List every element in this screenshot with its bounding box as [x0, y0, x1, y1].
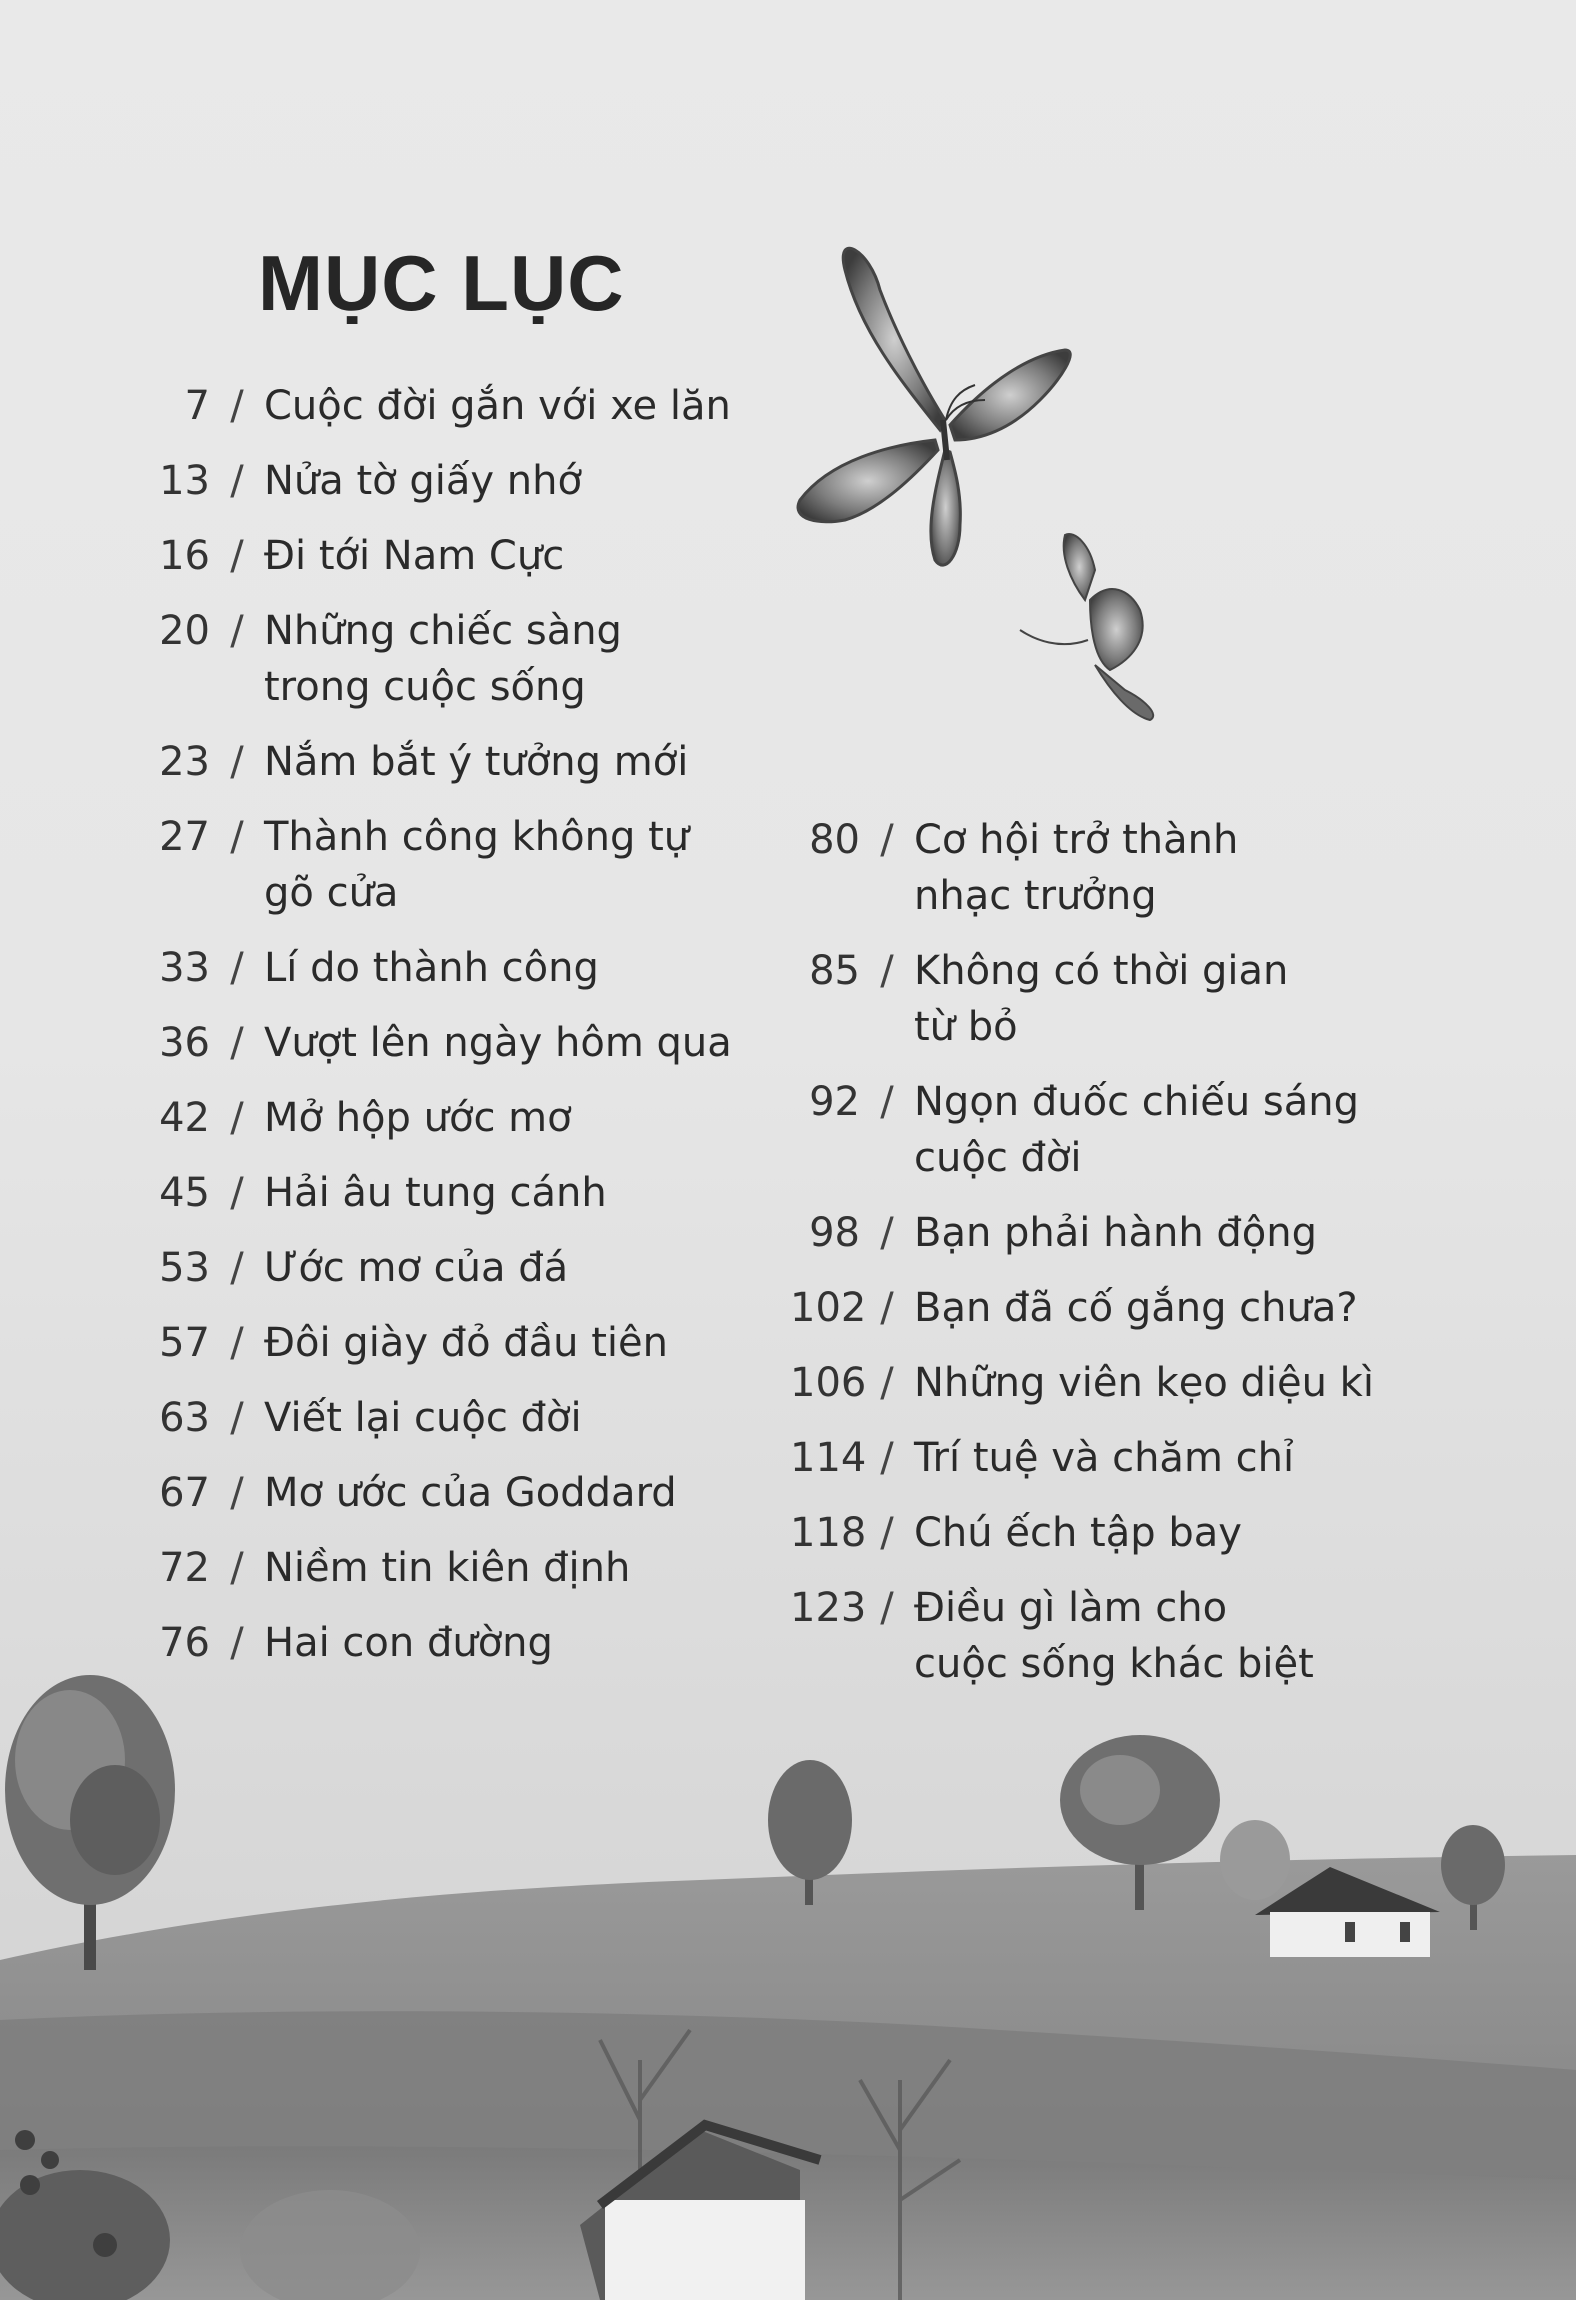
toc-separator: / [230, 1020, 244, 1066]
tree-icon [1220, 1820, 1290, 1900]
toc-separator: / [880, 1435, 894, 1481]
toc-entry [140, 603, 780, 734]
toc-separator: / [880, 1210, 894, 1256]
toc-page-number: 7 [184, 383, 210, 429]
toc-page-number: 92 [809, 1079, 860, 1125]
toc-entry [140, 1090, 780, 1165]
toc-entry-title: Viết lại cuộc đời [264, 1395, 582, 1441]
toc-entry [140, 1615, 780, 1690]
butterfly-small-icon [1020, 534, 1153, 720]
toc-entry [140, 453, 780, 528]
toc-separator: / [230, 1545, 244, 1591]
toc-entry-title: Niềm tin kiên định [264, 1545, 631, 1591]
toc-page-number: 76 [159, 1620, 210, 1666]
toc-entry-title: Hai con đường [264, 1620, 553, 1666]
toc-entry-title: Thành công không tự gõ cửa [264, 814, 690, 916]
toc-entry [140, 734, 780, 809]
toc-separator: / [230, 1620, 244, 1666]
toc-separator: / [230, 814, 244, 860]
toc-entry-title: Mơ ước của Goddard [264, 1470, 677, 1516]
toc-entry [140, 1165, 780, 1240]
toc-page-number: 42 [159, 1095, 210, 1141]
toc-separator: / [230, 383, 244, 429]
toc-entry-title: Vượt lên ngày hôm qua [264, 1020, 732, 1066]
toc-page-number: 36 [159, 1020, 210, 1066]
toc-separator: / [230, 1470, 244, 1516]
toc-entry [140, 1015, 780, 1090]
toc-entry-title: Nắm bắt ý tưởng mới [264, 739, 689, 785]
toc-separator: / [880, 1510, 894, 1556]
toc-entry [140, 1315, 780, 1390]
page-title: MỤC LỤC [258, 239, 625, 327]
toc-entry [790, 1505, 1410, 1580]
toc-left-column [140, 378, 780, 1690]
toc-page-number: 80 [809, 817, 860, 863]
toc-entry-title: Trí tuệ và chăm chỉ [914, 1435, 1295, 1481]
toc-entry [790, 943, 1410, 1074]
toc-entry [140, 940, 780, 1015]
toc-entry-title: Hải âu tung cánh [264, 1170, 607, 1216]
toc-entry-title: Chú ếch tập bay [914, 1510, 1242, 1556]
toc-separator: / [230, 1395, 244, 1441]
toc-page-number: 16 [159, 533, 210, 579]
toc-page-number: 102 [790, 1285, 867, 1331]
tree-icon [5, 1675, 175, 1970]
toc-entry-title: Cơ hội trở thành nhạc trưởng [914, 817, 1239, 919]
toc-page-number: 85 [809, 948, 860, 994]
toc-separator: / [230, 533, 244, 579]
toc-entry [140, 1390, 780, 1465]
toc-entry [790, 812, 1410, 943]
toc-separator: / [230, 1245, 244, 1291]
toc-right-column [790, 812, 1410, 1711]
toc-entry-title: Lí do thành công [264, 945, 599, 991]
toc-separator: / [230, 608, 244, 654]
toc-page-number: 13 [159, 458, 210, 504]
toc-entry [790, 1430, 1410, 1505]
toc-entry-title: Cuộc đời gắn với xe lăn [264, 383, 731, 429]
toc-entry-title: Những chiếc sàng trong cuộc sống [264, 608, 622, 710]
toc-separator: / [880, 948, 894, 994]
toc-separator: / [230, 1320, 244, 1366]
toc-separator: / [880, 1585, 894, 1631]
toc-entry-title: Đôi giày đỏ đầu tiên [264, 1320, 669, 1366]
toc-page-number: 123 [790, 1585, 867, 1631]
toc-separator: / [880, 1079, 894, 1125]
toc-separator: / [230, 945, 244, 991]
toc-entry-title: Ước mơ của đá [264, 1245, 569, 1291]
toc-entry-title: Đi tới Nam Cực [264, 533, 565, 579]
toc-page-number: 33 [159, 945, 210, 991]
toc-entry [140, 1240, 780, 1315]
toc-separator: / [230, 458, 244, 504]
toc-page-number: 67 [159, 1470, 210, 1516]
toc-entry [790, 1205, 1410, 1280]
toc-entry-title: Những viên kẹo diệu kì [914, 1360, 1374, 1406]
toc-separator: / [880, 1360, 894, 1406]
toc-separator: / [880, 1285, 894, 1331]
toc-separator: / [230, 1095, 244, 1141]
toc-page-number: 98 [809, 1210, 860, 1256]
toc-entry [790, 1580, 1410, 1711]
toc-entry [140, 1465, 780, 1540]
toc-page-number: 45 [159, 1170, 210, 1216]
toc-entry [140, 528, 780, 603]
toc-entry-title: Mở hộp ước mơ [264, 1095, 572, 1141]
toc-page-number: 63 [159, 1395, 210, 1441]
toc-page-number: 27 [159, 814, 210, 860]
toc-page-number: 57 [159, 1320, 210, 1366]
butterfly-large-icon [798, 248, 1070, 565]
toc-page-number: 106 [790, 1360, 867, 1406]
toc-separator: / [230, 739, 244, 785]
toc-entry-title: Nửa tờ giấy nhớ [264, 458, 582, 504]
toc-page-number: 23 [159, 739, 210, 785]
toc-page-number: 118 [790, 1510, 867, 1556]
toc-entry-title: Bạn đã cố gắng chưa? [914, 1285, 1358, 1331]
toc-entry [790, 1074, 1410, 1205]
toc-entry [140, 378, 780, 453]
toc-entry [140, 1540, 780, 1615]
toc-page-number: 72 [159, 1545, 210, 1591]
toc-page-number: 20 [159, 608, 210, 654]
toc-entry [790, 1280, 1410, 1355]
toc-entry [140, 809, 780, 940]
toc-page-number: 114 [790, 1435, 867, 1481]
toc-entry-title: Bạn phải hành động [914, 1210, 1317, 1256]
toc-entry-title: Không có thời gian từ bỏ [914, 948, 1289, 1050]
toc-entry-title: Ngọn đuốc chiếu sáng cuộc đời [914, 1079, 1359, 1181]
toc-page-number: 53 [159, 1245, 210, 1291]
toc-separator: / [880, 817, 894, 863]
toc-entry-title: Điều gì làm cho cuộc sống khác biệt [914, 1585, 1314, 1687]
toc-separator: / [230, 1170, 244, 1216]
toc-entry [790, 1355, 1410, 1430]
